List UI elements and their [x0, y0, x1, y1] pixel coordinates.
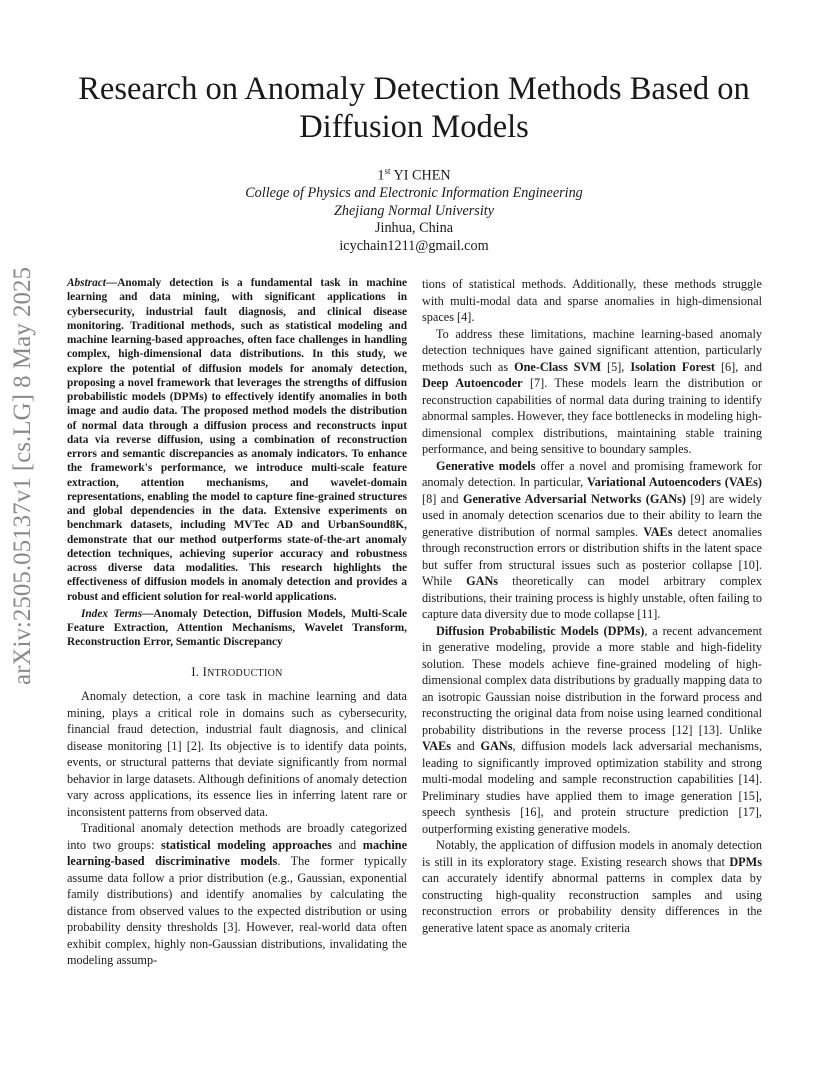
author-name: YI CHEN	[393, 167, 451, 184]
p5-text-a: , a recent advancement in generative modeling, provide a more stable and high-fidelity solution. These models achieve fine-grained modeling of high-dimensional complex data distributions by gradually mapping data to an isotropic Gaussian noise distribution in the forward process and reconstructing the original data from noise using learned conditional probability distributions in the reverse process [12] [13]. Unlike	[422, 623, 762, 737]
p2-text-a: Traditional anomaly detection methods are broadly categorized into two groups:	[67, 821, 407, 852]
p5-bold-dpms: Diffusion Probabilistic Models (DPMs)	[436, 623, 645, 638]
intro-paragraph-6	[422, 837, 762, 936]
author-ordinal-suffix: st	[384, 166, 391, 176]
p4-text-c: [8] and	[422, 491, 463, 506]
p2-text-c: and	[331, 837, 363, 852]
intro-paragraph-3	[422, 326, 762, 458]
p3-text-e: [7]. These models learn the distribution or reconstruction capabilities of normal data during training to identify abnormal samples. However, they face bottlenecks in modeling high-dimensional complex distributions, maintaining stable training performance, and being sensitive to boundary samples.	[422, 376, 762, 456]
intro-paragraph-5	[422, 623, 762, 838]
index-terms	[67, 607, 407, 650]
p2-text-d: . The former typically assume data follow a prior distribution (e.g., Gaussian, exponential family distributions) and identify anomalies by calculating the distance from observed values to the expected distribution or using probability density thresholds [3]. However, real-world data often exhibit complex, highly non-Gaussian distributions, invalidating the modeling assump-	[67, 854, 407, 967]
left-column	[67, 276, 407, 969]
p4-text-f: theoretically can model arbitrary complex distributions, their training process is highly unstable, often failing to capture data diversity due to mode collapse [11].	[422, 574, 762, 621]
p4-bold-vaes-short: VAEs	[643, 524, 673, 539]
p6-text-c: can accurately identify abnormal patterns in complex data by constructing high-quality reconstruction samples and using reconstruction errors or probability density differences in the generative latent space as anomaly criteria	[422, 871, 762, 935]
p5-text-c: and	[451, 739, 481, 753]
right-column	[422, 276, 762, 936]
author-name-line	[40, 163, 788, 185]
section-numeral: I.	[191, 664, 200, 679]
p3-bold-autoencoder: Deep Autoencoder	[422, 376, 523, 390]
p3-text-c: [5],	[601, 359, 631, 374]
p3-text-d: [6], and	[715, 359, 762, 374]
p4-bold-generative: Generative models	[436, 458, 536, 473]
abstract	[67, 276, 407, 604]
p4-bold-vaes: Variational Autoencoders (VAEs)	[586, 475, 762, 489]
p2-bold-statistical: statistical modeling approaches	[161, 837, 332, 852]
p4-bold-gans: Generative Adversarial Networks (GANs)	[462, 491, 686, 506]
p2-bold-ml: machine learning-based discriminative models	[67, 837, 408, 868]
p3-bold-iforest: Isolation Forest	[630, 359, 716, 374]
author-location: Jinhua, China	[374, 220, 454, 237]
p6-bold-dpms: DPMs	[729, 854, 762, 869]
section-title-initial: I	[202, 664, 208, 679]
abstract-lead: Abstract	[67, 277, 106, 289]
arxiv-identifier: arXiv:2505.05137v1 [cs.LG] 8 May 2025	[9, 267, 36, 685]
author-email[interactable]: icychain1211@gmail.com	[339, 237, 489, 254]
author-affiliation-university: Zhejiang Normal University	[334, 202, 494, 219]
p5-bold-gans: GANs	[480, 739, 513, 753]
author-block	[40, 163, 788, 255]
p3-bold-ocsvm: One-Class SVM	[514, 359, 602, 374]
p4-text-d: [9] are widely used in anomaly detection scenarios due to their ability to learn the generative distribution of normal samples.	[422, 491, 762, 539]
author-ordinal-number: 1	[377, 167, 385, 184]
paper-title: Research on Anomaly Detection Methods Based on Diffusion Models	[78, 71, 750, 145]
index-terms-lead: Index Terms	[81, 607, 143, 620]
intro-paragraph-1: Anomaly detection, a core task in machine learning and data mining, plays a critical role in domains such as cybersecurity, financial fraud detection, industrial fault diagnosis, and clinical disease monitoring [1] [2]. Its objective is to identify data points, events, or structural patterns that deviate significantly from normal behavior in large datasets. Although definitions of anomaly detection vary across applications, its essence lies in inferring latent rare or inconsistent patterns from observed data.	[67, 689, 407, 819]
author-affiliation-department: College of Physics and Electronic Information Engineering	[245, 185, 583, 202]
p3-text-a: To address these limitations, machine learning-based anomaly detection techniques have gained significant attention, particularly methods such as	[422, 326, 762, 374]
p5-text-d: , diffusion models lack adversarial mechanisms, leading to significantly improved optimization stability and strong multi-modal modeling and sample reconstruction capabilities [14]. Preliminary studies have applied them to image generation [15], speech synthesis [16], and protein structure prediction [17], outperforming existing generative models.	[422, 739, 763, 836]
p6-text-a: Notably, the application of diffusion models in anomaly detection is still in its exploratory stage. Existing research shows that	[422, 838, 762, 869]
p5-bold-vaes: VAEs	[422, 739, 452, 753]
abstract-text: —Anomaly detection is a fundamental task in machine learning and data mining, with significant applications in cybersecurity, industrial fault diagnosis, and clinical disease monitoring. Traditional methods, such as statistical modeling and machine learning-based approaches, often face challenges in handling complex, high-dimensional data distributions. In this study, we explore the potential of diffusion models for anomaly detection, proposing a novel framework that leverages the strengths of diffusion probabilistic models (DPMs) to effectively identify anomalies in both image and audio data. The proposed method models the distribution of normal data through a diffusion process and reconstructs input data via reverse diffusion, using a combination of reconstruction errors and semantic discrepancies as anomaly indicators. To enhance the framework's performance, we introduce multi-scale feature extraction, attention mechanisms, and wavelet-domain representations, enabling the model to capture fine-grained structures and global dependencies in the data. Extensive experiments on benchmark datasets, including MVTec AD and UrbanSound8K, demonstrate that our method outperforms state-of-the-art anomaly detection techniques, achieving superior accuracy and robustness across diverse data modalities. This research highlights the effectiveness of diffusion models in anomaly detection and provides a robust and efficient solution for real-world applications.	[67, 277, 407, 603]
section-heading-introduction	[67, 664, 407, 683]
index-terms-text: —Anomaly Detection, Diffusion Models, Multi-Scale Feature Extraction, Attention Mechanisms, Wavelet Transform, Reconstruction Error, Semantic Discrepancy	[67, 607, 407, 649]
intro-paragraph-2	[67, 820, 407, 969]
p4-text-a: offer a novel and promising framework for anomaly detection. In particular,	[422, 458, 763, 489]
section-title-rest: NTRODUCTION	[207, 667, 283, 679]
p4-bold-gans-short: GANs	[466, 574, 499, 588]
intro-paragraph-2-continued: tions of statistical methods. Additionally, these methods struggle with multi-modal data and sparse anomalies in high-dimensional spaces [4].	[422, 277, 762, 324]
intro-paragraph-4	[422, 458, 762, 623]
p4-text-e: detect anomalies through reconstruction errors or distribution shifts in the latent space but suffer from structural issues such as posterior collapse [10]. While	[422, 524, 762, 588]
